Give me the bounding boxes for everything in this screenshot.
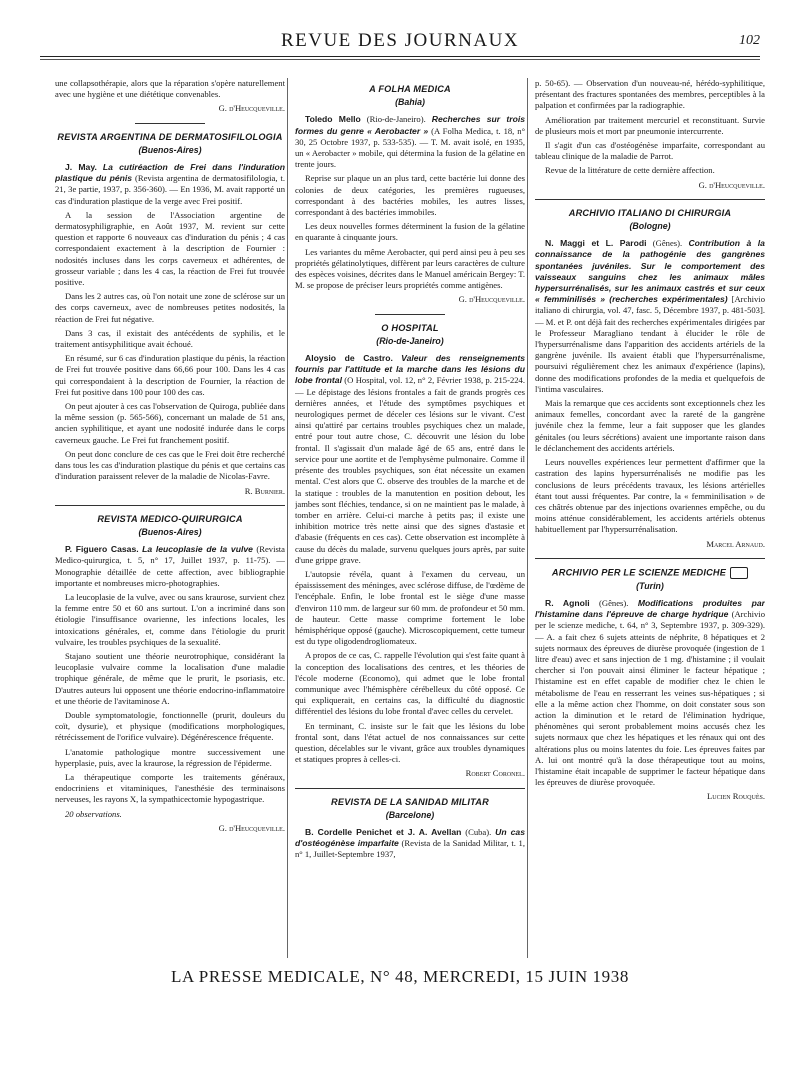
article-lead: [535, 598, 765, 788]
section-title: REVISTA DE LA SANIDAD MILITAR: [331, 796, 489, 807]
section-place: (Barcelone): [385, 809, 435, 820]
article-reference: (O Hospital, vol. 12, n° 2, Février 1938, p. 215-224. — Le dépistage des lésions frontales a fait de grands progrès ces dernières années, et l'étude des symptômes psychiques et neurologiques permet de déceler ces lésions sur le vivant. C'est ainsi qu'attiré par certains troubles psychiques chez un malade, entré pour tout autre chose, C. découvrit une lésion du lobe frontal. Il s'agissait d'un malade âgé de 65 ans, entré dans le service pour une aortite et de l'emphysème pulmonaire. Comme il présente des troubles psychiques, son état nécessite un examen mental. C'est alors que C. observe des troubles de la marche et de la statique : troubles de la manutention en position debout, les jambes sont fléchies, tendance, si on ne maintient pas le malade, à tomber en arrière. Celui-ci marche à petits pas; il existe une inhibition motrice très nette ainsi que des signes d'astasie et d'abasie (fréquents en ces cas). Cette observation est incomplète à cause du décès du malade, survenu quelques jours après, par suite d'une grippe grave.: [295, 375, 525, 565]
paragraph: En terminant, C. insiste sur le fait que les lésions du lobe frontal sont, dans l'état actuel de nos connaissances sur cette question, décelables sur le vivant, grâce aux troubles dynamiques et statiques propres à celles-ci.: [295, 720, 525, 765]
paragraph: Revue de la littérature de cette dernière affection.: [545, 165, 715, 176]
signature: R. Burnier.: [244, 485, 285, 496]
column-1: [55, 78, 285, 958]
article-lead: [55, 162, 285, 207]
signature: Robert Coronel.: [465, 768, 525, 779]
separator-rule: [295, 788, 525, 789]
article-lead: [55, 544, 285, 589]
separator-rule: [375, 314, 445, 315]
article-reference: (Revista Medico-quirurgica, t. 5, n° 17, Juillet 1937, p. 11-75). — Monographie détaillée de cette affection, avec bibliographie importante et nombreuses micro-photographies.: [55, 544, 285, 588]
article-title: La cutiréaction de Frei dans l'induration plastique du pénis: [55, 162, 285, 184]
paragraph: Mais la remarque que ces accidents sont exceptionnels chez les animaux femelles, concordant avec la rareté de la gangrène juvénile chez la femme, leur a fait supposer que les glandes génitales (ou leurs sécrétions) avaient une importante raison dans le déclanchement des accidents artériels.: [535, 398, 765, 453]
paragraph: Leurs nouvelles expériences leur permettent d'affirmer que la castration des lapins hypersurrénalisés ne modifie pas les conclusions de leurs précédents travaux, les lésions artérielles étant tout aussi fréquentes. Par contre, la « femminilisation » de ces châtrés obtenue par des injections ovariennes empêche, ou du moins atténue considérablement, les accidents artériels obtenus habituellement par l'hypersurrénalisation.: [535, 457, 765, 535]
paragraph: En résumé, sur 6 cas d'induration plastique du pénis, la réaction de Frei fut trouvée positive dans 66,66 pour 100. Dans les 4 cas qui correspondaient à la description de Fournier, la réaction de Frei fut positive dans 100 pour 100 des cas.: [55, 353, 285, 397]
header-rule-thin: [40, 59, 760, 60]
separator-rule: [535, 558, 765, 559]
section-title: A FOLHA MEDICA: [369, 84, 451, 94]
article-title: Contribution à la connaissance de la pathogénie des gangrènes spontanées juvéniles. Sur le comportement des vaisseaux sanguins chez les animaux mâles hypersurrénalisés, sur les animaux castrés et sur ceux « femminilisés » (recherches expérimentales): [535, 238, 765, 305]
paragraph: 20 observations.: [65, 808, 122, 819]
paragraph: La thérapeutique comporte les traitements généraux, endocriniens et vitaminiques, l'anesthésie des terminaisons nerveuses, les rayons X, la sympathicectomie hypogastrique.: [55, 771, 285, 805]
paragraph: Amélioration par traitement mercuriel et reconstituant. Survie de plusieurs mois et mort par pneumonie intercurrente.: [535, 114, 765, 136]
article-author: J. May.: [65, 162, 97, 173]
header-rule: [40, 56, 760, 57]
article-title: Un cas d'ostéogénèse imparfaite: [295, 826, 525, 849]
paragraph: Double symptomatologie, fonctionnelle (prurit, douleurs du coït, dysurie), et physique (modifications morphologiques, rétrécissement de l'orifice vulvaire). Dégénérescence fréquente.: [55, 709, 285, 743]
separator-rule: [55, 505, 285, 506]
section-place: (Buenos-Aires): [138, 144, 202, 155]
article-title: Modifications produites par l'histamine dans l'épreuve de charge hydrique: [535, 597, 765, 620]
page-footer: LA PRESSE MEDICALE, N° 48, MERCREDI, 15 JUIN 1938: [171, 967, 629, 986]
paragraph: Reprise sur plaque un an plus tard, cette bactérie lui donne des colonies de deux catégories, les premières rugueuses, correspondant à des bactéries mobiles, les autres lisses, correspondant à des bactéries immobiles.: [295, 173, 525, 218]
signature: G. d'Heucqueville.: [458, 294, 525, 305]
column-2: [295, 78, 525, 958]
article-city: (Cuba).: [465, 826, 492, 837]
signature: Lucien Rouquès.: [707, 791, 765, 802]
paragraph: Les deux nouvelles formes déterminent la fusion de la gélatine en quarante à cinquante jours.: [295, 221, 525, 243]
article-reference: (Revista argentina de dermatosifilologia, t. 21, 3e partie, 1937, p. 356-360). — En 1936, M. avait rapporté un cas d'induration plastique de la verge avec Frei positif.: [55, 173, 285, 206]
signature: G. d'Heucqueville.: [218, 103, 285, 114]
paragraph: Dans les 2 autres cas, où l'on notait une zone de sclérose sur un des corps caverneux, avec de nombreuses petites nodosités, la réaction de Frei fut négative.: [55, 291, 285, 324]
signature: G. d'Heucqueville.: [698, 179, 765, 190]
paragraph: L'anatomie pathologique montre successivement une hyperplasie, puis, avec la kraurose, la régression de l'épiderme.: [55, 746, 285, 768]
article-city: (Gênes).: [599, 597, 629, 608]
section-title: REVISTA MEDICO-QUIRURGICA: [97, 513, 243, 524]
page-header: [40, 30, 760, 52]
section-title: O HOSPITAL: [381, 322, 439, 333]
paragraph: Les variantes du même Aerobacter, qui perd ainsi peu à peu ses propriétés gélatinolytiques, diffèrent par leurs caractères de culture des espèces voisines, décrites dans le Manuel américain Bergey: T. M. se propose de préciser leurs propriétés comme antigènes.: [295, 246, 525, 291]
separator-rule: [535, 199, 765, 200]
article-title: La leucoplasie de la vulve: [142, 544, 253, 555]
paragraph: Dans 3 cas, il existait des antécédents de syphilis, et le traitement antisyphilitique avait échoué.: [55, 327, 285, 350]
section-title: [535, 567, 765, 579]
section-place: (Buenos-Aires): [138, 526, 202, 537]
signature: G. d'Heucqueville.: [218, 822, 285, 833]
paragraph: Il s'agit d'un cas d'ostéogénèse imparfaite, correspondant au tableau clinique de la maladie de Parrot.: [535, 140, 765, 162]
article-lead: [535, 238, 765, 395]
page-number: 102: [739, 33, 760, 48]
stamp-icon: [730, 567, 748, 579]
paragraph: L'autopsie révéla, quant à l'examen du cerveau, un épaississement des méninges, avec sclérose diffuse, de l'œdème de l'encéphale. Enfin, le lobe frontal est le siège d'une masse d'environ 110 mm. de largeur sur 60 mm. de profondeur et 50 mm. de hauteur. Cette masse comprime fortement le lobe hémisphérique opposé (gauche). Microscopiquement, cette tumeur est du type oligodendrogliomateux.: [295, 568, 525, 647]
paragraph: Stajano soutient une théorie neurotrophique, considérant la leucoplasie vulvaire comme la localisation d'une maladie trophique générale, de même que le prurit, le psoriasis, etc. D'autres auteurs lui opposent une théorie endocrino-inflammatoire et une théorie de l'avitaminose A.: [55, 650, 285, 706]
article-lead: [295, 114, 525, 170]
article-lead: [295, 827, 525, 861]
section-title: REVISTA ARGENTINA DE DERMATOSIFILOLOGIA: [57, 131, 283, 142]
running-title: REVUE DES JOURNAUX: [280, 30, 520, 51]
section-place: (Bologne): [629, 221, 671, 232]
article-lead: [295, 353, 525, 566]
column-divider: [287, 78, 288, 958]
article-author: Aloysio de Castro.: [305, 353, 393, 364]
section-title-text: ARCHIVIO PER LE SCIENZE MEDICHE: [551, 567, 727, 578]
column-divider: [527, 78, 528, 958]
signature: Marcel Arnaud.: [706, 538, 765, 549]
column-3: [535, 78, 765, 958]
article-reference: [Archivio italiano di chirurgia, vol. 47, fasc. 5, Décembre 1937, p. 481-503]. — M. et P. ont déjà fait des recherches expérimentales dirigées par le Professeur Maragliano tendant à élucider le rôle de l'hypersurrénalisme dans l'apparition des accidents artériels de la gangrène juvénile. Ils avaient établi que l'hypersurrénalisme, poursuivi régulièrement chez les animaux d'expérience (lapins), donne des modifications profondes de la media et quelquefois de l'intima vasculaires.: [535, 294, 765, 394]
article-author: R. Agnoli: [545, 597, 590, 608]
article-author: P. Figuero Casas.: [65, 544, 139, 555]
article-reference: (Revista de la Sanidad Militar, t. 1, n° 1, Juillet-Septembre 1937,: [295, 838, 525, 860]
paragraph: On peut donc conclure de ces cas que le Frei doit être recherché dans tous les cas d'induration plastique du pénis et que certains cas d'induration paraissent relever de la maladie de Nicolas-Favre.: [55, 448, 285, 482]
section-place: (Bahia): [395, 97, 425, 108]
article-author: N. Maggi et L. Parodi: [545, 238, 647, 249]
section-title: ARCHIVIO ITALIANO DI CHIRURGIA: [568, 207, 732, 218]
article-reference: (A Folha Medica, t. 18, n° 30, 25 Octobre 1937, p. 533-535). — T. M. avait isolé, en 1935, un « Aerobacter » mobile, qui détermina la fusion de la gélatine en trente jours.: [295, 125, 525, 170]
paragraph: La leucoplasie de la vulve, avec ou sans kraurose, survient chez la femme entre 50 et 60 ans surtout. L'on a incriminé dans son étiologie l'insuffisance ovarienne, les infections locales, les intoxications générales, et, comme dans l'étiologie du prurit vulvaire, les troubles psychiques de la sexualité.: [55, 591, 285, 647]
section-place: (Turin): [636, 580, 664, 591]
paragraph: A propos de ce cas, C. rappelle l'évolution qui s'est faite quant à la conception des localisations des centres, et les théories de l'école moderne (Economo), qui admet que le lobe frontal communique avec l'hémisphère cérébelleux du côté opposé. Ce qui expliquerait, en certains cas, la difficulté du diagnostic différentiel des lésions du lobe frontal d'avec celles du cervelet.: [295, 650, 525, 717]
article-reference: (Archivio per le scienze mediche, t. 64, n° 3, Septembre 1937, p. 309-329). — A. a fait chez 6 sujets atteints de néphrite, 8 hépatiques et 2 sujets normaux des épreuves de diurèse provoquée (ingestion de 1 litre d'eau) avec et sans injection de 1 mg. d'histamine ; il voulait chercher si l'on pouvait ainsi éliminer le facteur hépatique ; l'histamine est en effet capable de modifier chez le chien le métabolisme de l'eau en resserrant les veines sus-hépatiques ; si elle a la même action chez l'homme, on doit constater sous son action la diminution et le retard de l'élimination hydrique, phénomènes qui seront probablement moins accusés chez les sujets normaux que chez les hépatiques et les rénaux qui ont des altérations plus ou moins latentes du foie. Les épreuves faites par A. lui ont montré qu'à la dose thérapeutique tout au moins, l'histamine était incapable de supprimer le facteur hépatique dans les épreuves de diurèse provoquée.: [535, 609, 765, 788]
article-author: Toledo Mello: [305, 114, 361, 125]
article-title: Valeur des renseignements fournis par l'attitude et la marche dans les lésions du lobe frontal: [295, 353, 525, 386]
section-place: (Rio-de-Janeiro): [376, 335, 444, 346]
paragraph: A la session de l'Association argentine de dermatosyphiligraphie, en Août 1937, M. revient sur cette question et rapporte 6 nouveaux cas d'induration du pénis ; 4 cas correspondaient exactement à la description de Fournier : nodosités incluses dans les corps caverneux et adhérentes, de grosseur variable ; dans les 4 cas, la réaction de Frei fut trouvée positive.: [55, 209, 285, 288]
article-title: Recherches sur trois formes du genre « Aerobacter »: [295, 114, 525, 136]
article-city: (Gênes).: [652, 238, 683, 249]
article-author: B. Cordelle Penichet et J. A. Avellan: [305, 826, 462, 837]
paragraph: On peut ajouter à ces cas l'observation de Quiroga, publiée dans la même session (p. 565-566), concernant un malade de 51 ans, ancien syphilitique, et ayant une nodosité indurée dans le corps caverneux gauche. Le Frei fut franchement positif.: [55, 401, 285, 445]
article-city: (Rio-de-Janeiro).: [366, 114, 426, 125]
paragraph: une collapsothérapie, alors que la réparation s'opère naturellement avec une hygiène et une diététique convenables.: [55, 78, 285, 100]
paragraph: p. 50-65). — Observation d'un nouveau-né, hérédo-syphilitique, présentant des fractures spontanées des membres, perceptibles à la palpation et confirmées par la radiographie.: [535, 78, 765, 111]
separator-rule: [135, 123, 205, 124]
